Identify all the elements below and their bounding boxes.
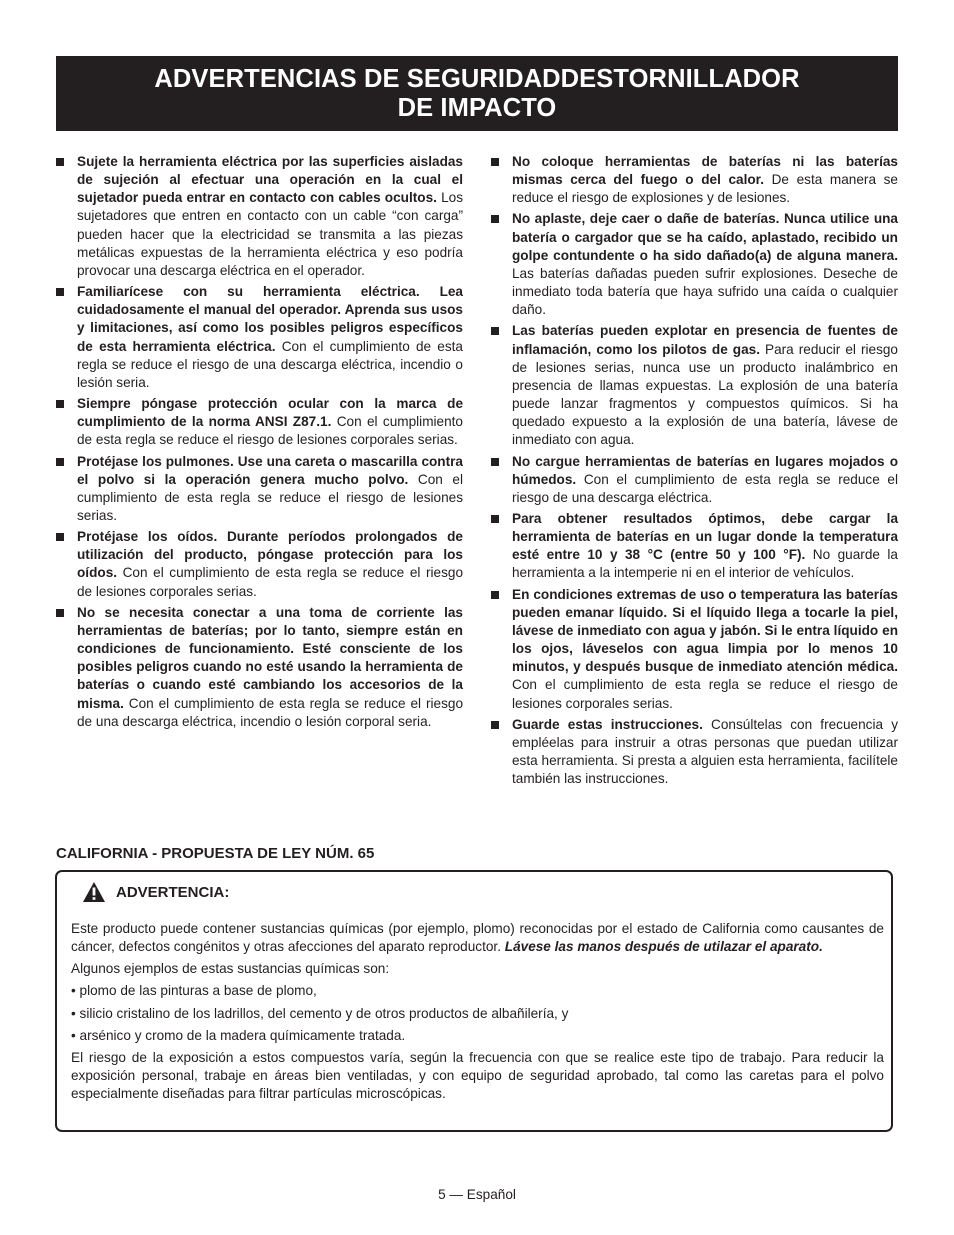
square-bullet-icon [491, 515, 499, 523]
square-bullet-icon [56, 609, 64, 617]
bullet-text: Las baterías dañadas pueden sufrir explosiones. Deseche de inmediato toda batería que haya sufrido una caída o cualquier daño. [512, 265, 898, 318]
list-item [491, 210, 898, 319]
bullet-text: Los sujetadores que entren en contacto con un cable “con carga” pueden hacer que la electricidad se transmita a las piezas metálicas expuestas de la herramienta eléctrica y eso podría provocar una descarga eléctrica en el operador. [77, 190, 463, 278]
square-bullet-icon [491, 327, 499, 335]
square-bullet-icon [56, 458, 64, 466]
page-title-line-2: DE IMPACTO [397, 93, 557, 122]
warning-emphasis: Lávese las manos después de utilazar el aparato. [504, 939, 823, 955]
square-bullet-icon [491, 215, 499, 223]
bullet-bold-text: Protéjase los pulmones. Use una careta o mascarilla contra el polvo si la operación genera mucho polvo. [77, 453, 463, 487]
square-bullet-icon [56, 533, 64, 541]
warning-paragraph [71, 920, 884, 956]
right-column [491, 153, 898, 791]
list-item: • plomo de las pinturas a base de plomo, [71, 983, 317, 999]
bullet-text: Con el cumplimiento de esta regla se reduce el riesgo de una descarga eléctrica, incendio o lesión seria. [77, 338, 463, 390]
square-bullet-icon [56, 288, 64, 296]
bullet-text: Consúltelas con frecuencia y empléelas para instruir a otras personas que puedan utilizar esta herramienta. Si presta a alguien esta herramienta, facilítele también las instrucciones. [512, 716, 898, 787]
bullet-text: Con el cumplimiento de esta regla se reduce el riesgo de una descarga eléctrica, incendio o lesión corporal seria. [77, 695, 463, 729]
list-item: • silicio cristalino de los ladrillos, del cemento y de otros productos de albañilería, y [71, 1005, 569, 1021]
list-item: • arsénico y cromo de la madera químicamente tratada. [71, 1027, 406, 1043]
warning-title: ADVERTENCIA: [116, 883, 230, 901]
bullet-text: Con el cumplimiento de esta regla se reduce el riesgo de una descarga eléctrica. [512, 471, 898, 505]
square-bullet-icon [56, 158, 64, 166]
bullet-bold-text: Familiarícese con su herramienta eléctrica. Lea cuidadosamente el manual del operador. Aprenda sus usos y limitaciones, así como los posibles peligros específicos de esta herramienta eléctrica. [77, 284, 463, 354]
warning-header [82, 881, 229, 903]
list-item [491, 153, 898, 207]
warning-paragraph: Algunos ejemplos de estas sustancias químicas son: [71, 961, 390, 977]
page-title-line-1: ADVERTENCIAS DE SEGURIDADDESTORNILLADOR [154, 64, 800, 93]
warning-text: Este producto puede contener sustancias químicas (por ejemplo, plomo) reconocidas por el estado de California como causantes de cáncer, defectos congénitos y otras afecciones del aparato reproductor. [71, 921, 884, 955]
list-item [56, 453, 463, 526]
bullet-text: De esta manera se reduce el riesgo de explosiones y de lesiones. [512, 172, 898, 206]
left-column [56, 153, 463, 734]
square-bullet-icon [491, 158, 499, 166]
list-item [56, 283, 463, 392]
bullet-bold-text: No aplaste, deje caer o dañe de baterías. Nunca utilice una batería o cargador que se ha caído, aplastado, recibido un golpe contundente o ha sido dañado(a) de alguna manera. [512, 211, 898, 263]
bullet-text: Para reducir el riesgo de lesiones serias, nunca use un producto inalámbrico en presencia de llamas expuestas. La explosión de una batería puede lanzar fragmentos y compuestos químicos. Si ha quedado expuesto a la explosión de una batería, lávese de inmediato con agua. [512, 341, 898, 448]
warning-paragraph: El riesgo de la exposición a estos compuestos varía, según la frecuencia con que se realice este tipo de trabajo. Para reducir la exposición personal, trabaje en áreas bien ventiladas, y con equipo de seguridad aprobado, tal como las caretas para el polvo especialmente diseñadas para filtrar partículas microscópicas. [71, 1049, 884, 1102]
list-item [56, 395, 463, 449]
list-item [56, 604, 463, 731]
bullet-text: Con el cumplimiento de esta regla se reduce el riesgo de lesiones corporales serias. [77, 414, 463, 448]
bullet-text: Con el cumplimiento de esta regla se reduce el riesgo de lesiones serias. [77, 471, 463, 523]
list-item [56, 528, 463, 601]
square-bullet-icon [491, 458, 499, 466]
bullet-bold-text: Sujete la herramienta eléctrica por las superficies aisladas de sujeción al efectuar una operación en la cual el sujetador pueda entrar en contacto con cables ocultos. [77, 154, 463, 206]
bullet-text: Con el cumplimiento de esta regla se reduce el riesgo de lesiones corporales serias. [77, 565, 463, 599]
bullet-text: Con el cumplimiento de esta regla se reduce el riesgo de lesiones corporales serias. [512, 677, 898, 711]
bullet-bold-text: Las baterías pueden explotar en presencia de fuentes de inflamación, como los pilotos de gas. [512, 323, 898, 357]
bullet-bold-text: No se necesita conectar a una toma de corriente las herramientas de baterías; por lo tanto, siempre están en condiciones de funcionamiento. Esté consciente de los posibles peligros cuando no esté usando la herramienta de baterías o cuando esté cambiando los accesorios de la misma. [77, 604, 463, 711]
bullet-bold-text: Protéjase los oídos. Durante períodos prolongados de utilización del producto, póngase protección para los oídos. [77, 529, 463, 581]
bullet-bold-text: Siempre póngase protección ocular con la marca de cumplimiento de la norma ANSI Z87.1. [77, 396, 463, 430]
bullet-bold-text: Guarde estas instrucciones. [512, 716, 703, 732]
square-bullet-icon [491, 721, 499, 729]
square-bullet-icon [56, 400, 64, 408]
square-bullet-icon [491, 591, 499, 599]
warning-box [55, 870, 893, 1132]
list-item [56, 153, 463, 280]
list-item [491, 586, 898, 713]
bullet-bold-text: No coloque herramientas de baterías ni las baterías mismas cerca del fuego o del calor. [512, 154, 898, 188]
bullet-bold-text: En condiciones extremas de uso o temperatura las baterías pueden emanar líquido. Si el líquido llega a tocarle la piel, lávese de inmediato con agua y jabón. Si le entra líquido en los ojos, láveselos con agua limpia por lo menos 10 minutos, y después busque de inmediato atención médica. [512, 586, 898, 675]
bullet-bold-text: Para obtener resultados óptimos, debe cargar la herramienta de baterías en un lugar donde la temperatura esté entre 10 y 38 °C (entre 50 y 100 °F). [512, 510, 898, 563]
page-title-banner [56, 56, 898, 131]
page-number: 5 — Español [438, 1187, 516, 1202]
list-item [491, 510, 898, 583]
list-item [491, 716, 898, 789]
section-heading: CALIFORNIA - PROPUESTA DE LEY NÚM. 65 [56, 845, 375, 862]
list-item [491, 453, 898, 507]
bullet-text: No guarde la herramienta a la intemperie ni en el interior de vehículos. [512, 547, 898, 581]
warning-body [71, 920, 884, 1107]
bullet-bold-text: No cargue herramientas de baterías en lugares mojados o húmedos. [512, 453, 898, 487]
list-item [491, 322, 898, 449]
warning-triangle-icon [82, 881, 106, 903]
